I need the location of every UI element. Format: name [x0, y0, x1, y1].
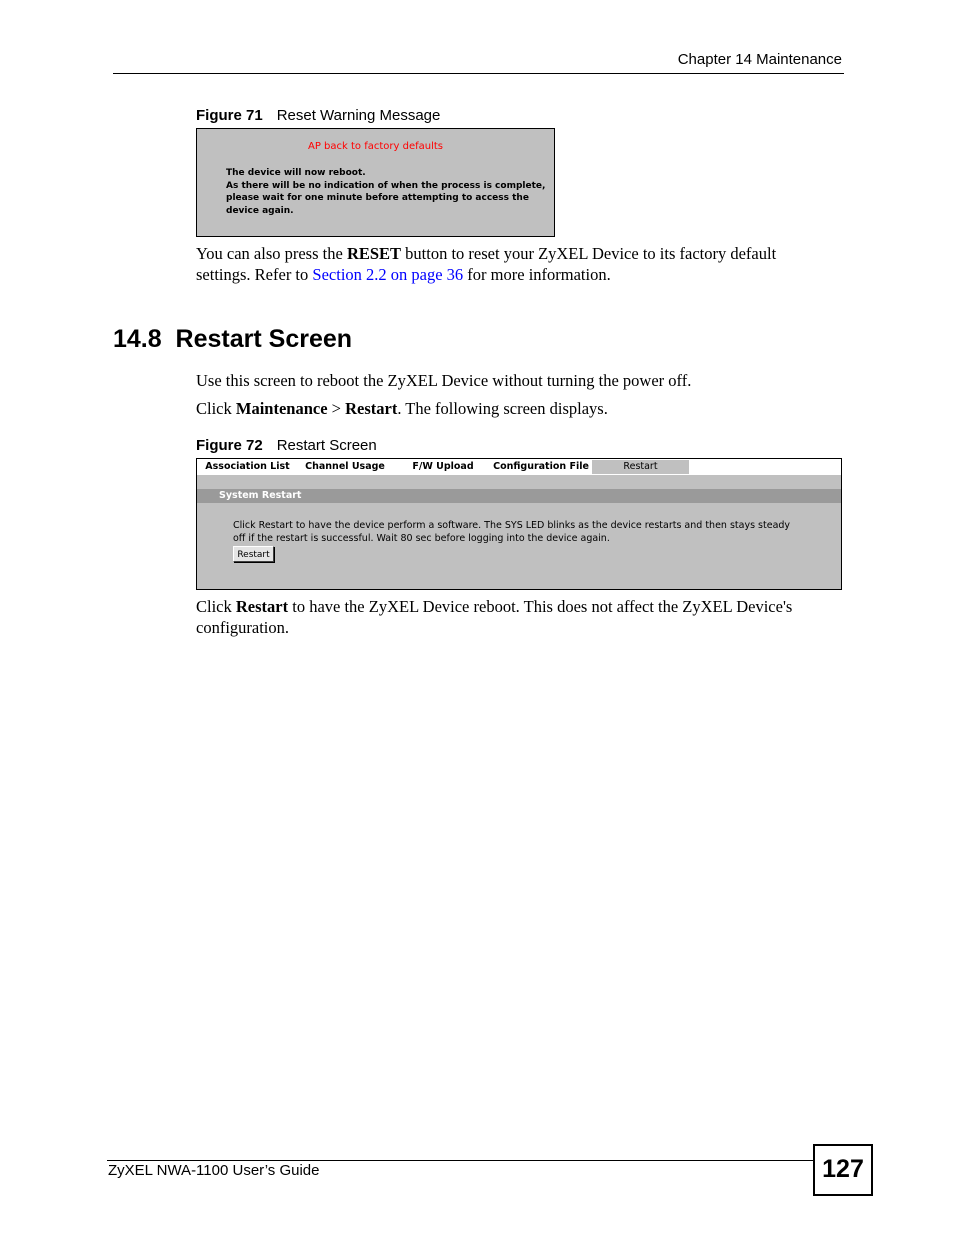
click-text-2: > — [327, 399, 346, 418]
footer-rule — [107, 1160, 814, 1161]
use-paragraph: Use this screen to reboot the ZyXEL Device without turning the power off. — [196, 371, 692, 390]
restart-button[interactable]: Restart — [233, 546, 274, 562]
section-link[interactable]: Section 2.2 on page 36 — [312, 265, 464, 284]
click-text-1: Click — [196, 399, 236, 418]
warning-title: AP back to factory defaults — [308, 141, 443, 152]
reset-bold: RESET — [346, 244, 402, 263]
header-rule — [113, 73, 844, 74]
restart-desc-line-1: Click Restart to have the device perform a software. The SYS LED blinks as the device restarts and then stays steady — [233, 520, 791, 531]
after-text-3: configuration. — [196, 618, 290, 637]
after-paragraph — [196, 596, 836, 638]
reset-text-3: settings. Refer to — [196, 265, 313, 284]
tab-fw-upload[interactable]: F/W Upload — [395, 460, 491, 474]
click-text-3: . The following screen displays. — [397, 399, 608, 418]
tab-restart[interactable]: Restart — [592, 460, 689, 474]
restart-screen — [196, 458, 842, 590]
warning-line-3: please wait for one minute before attempting to access the — [226, 193, 529, 203]
page-number: 127 — [813, 1144, 873, 1196]
after-text-2: to have the ZyXEL Device reboot. This does not affect the ZyXEL Device's — [288, 597, 793, 616]
restart-desc-line-2: off if the restart is successful. Wait 80 sec before logging into the device again. — [233, 533, 610, 544]
warning-line-4: device again. — [226, 205, 294, 216]
section-title: 14.8 Restart Screen — [113, 325, 353, 353]
reset-text-1: You can also press the — [196, 244, 347, 263]
figure-71-caption — [196, 107, 440, 124]
warning-line-1: The device will now reboot. — [226, 168, 366, 178]
after-bold-restart: Restart — [235, 597, 289, 616]
figure-71-label: Figure 71 — [196, 107, 263, 124]
click-paragraph — [196, 398, 608, 419]
chapter-header: Chapter 14 Maintenance — [677, 51, 842, 68]
restart-description — [233, 519, 833, 545]
figure-72-caption — [196, 437, 377, 454]
tab-bar — [197, 459, 841, 475]
footer-guide-title: ZyXEL NWA-1100 User’s Guide — [108, 1162, 320, 1179]
click-bold-maintenance: Maintenance — [235, 399, 328, 418]
reset-paragraph — [196, 243, 836, 285]
tab-channel-usage[interactable]: Channel Usage — [297, 460, 393, 474]
figure-71-caption-text: Reset Warning Message — [276, 107, 441, 124]
tab-configuration-file[interactable]: Configuration File — [493, 461, 589, 472]
tab-association-list[interactable]: Association List — [200, 460, 295, 474]
reset-text-2: button to reset your ZyXEL Device to its factory default — [401, 244, 777, 263]
reset-warning-panel — [196, 128, 555, 237]
click-bold-restart: Restart — [345, 399, 398, 418]
figure-72-label: Figure 72 — [196, 437, 263, 454]
system-restart-bar — [197, 489, 841, 503]
figure-72-caption-text: Restart Screen — [276, 437, 377, 454]
warning-body — [226, 167, 546, 217]
after-text-1: Click — [196, 597, 236, 616]
warning-line-2: As there will be no indication of when the process is complete, — [226, 180, 546, 191]
system-restart-title: System Restart — [219, 490, 302, 501]
reset-text-4: for more information. — [463, 265, 611, 284]
